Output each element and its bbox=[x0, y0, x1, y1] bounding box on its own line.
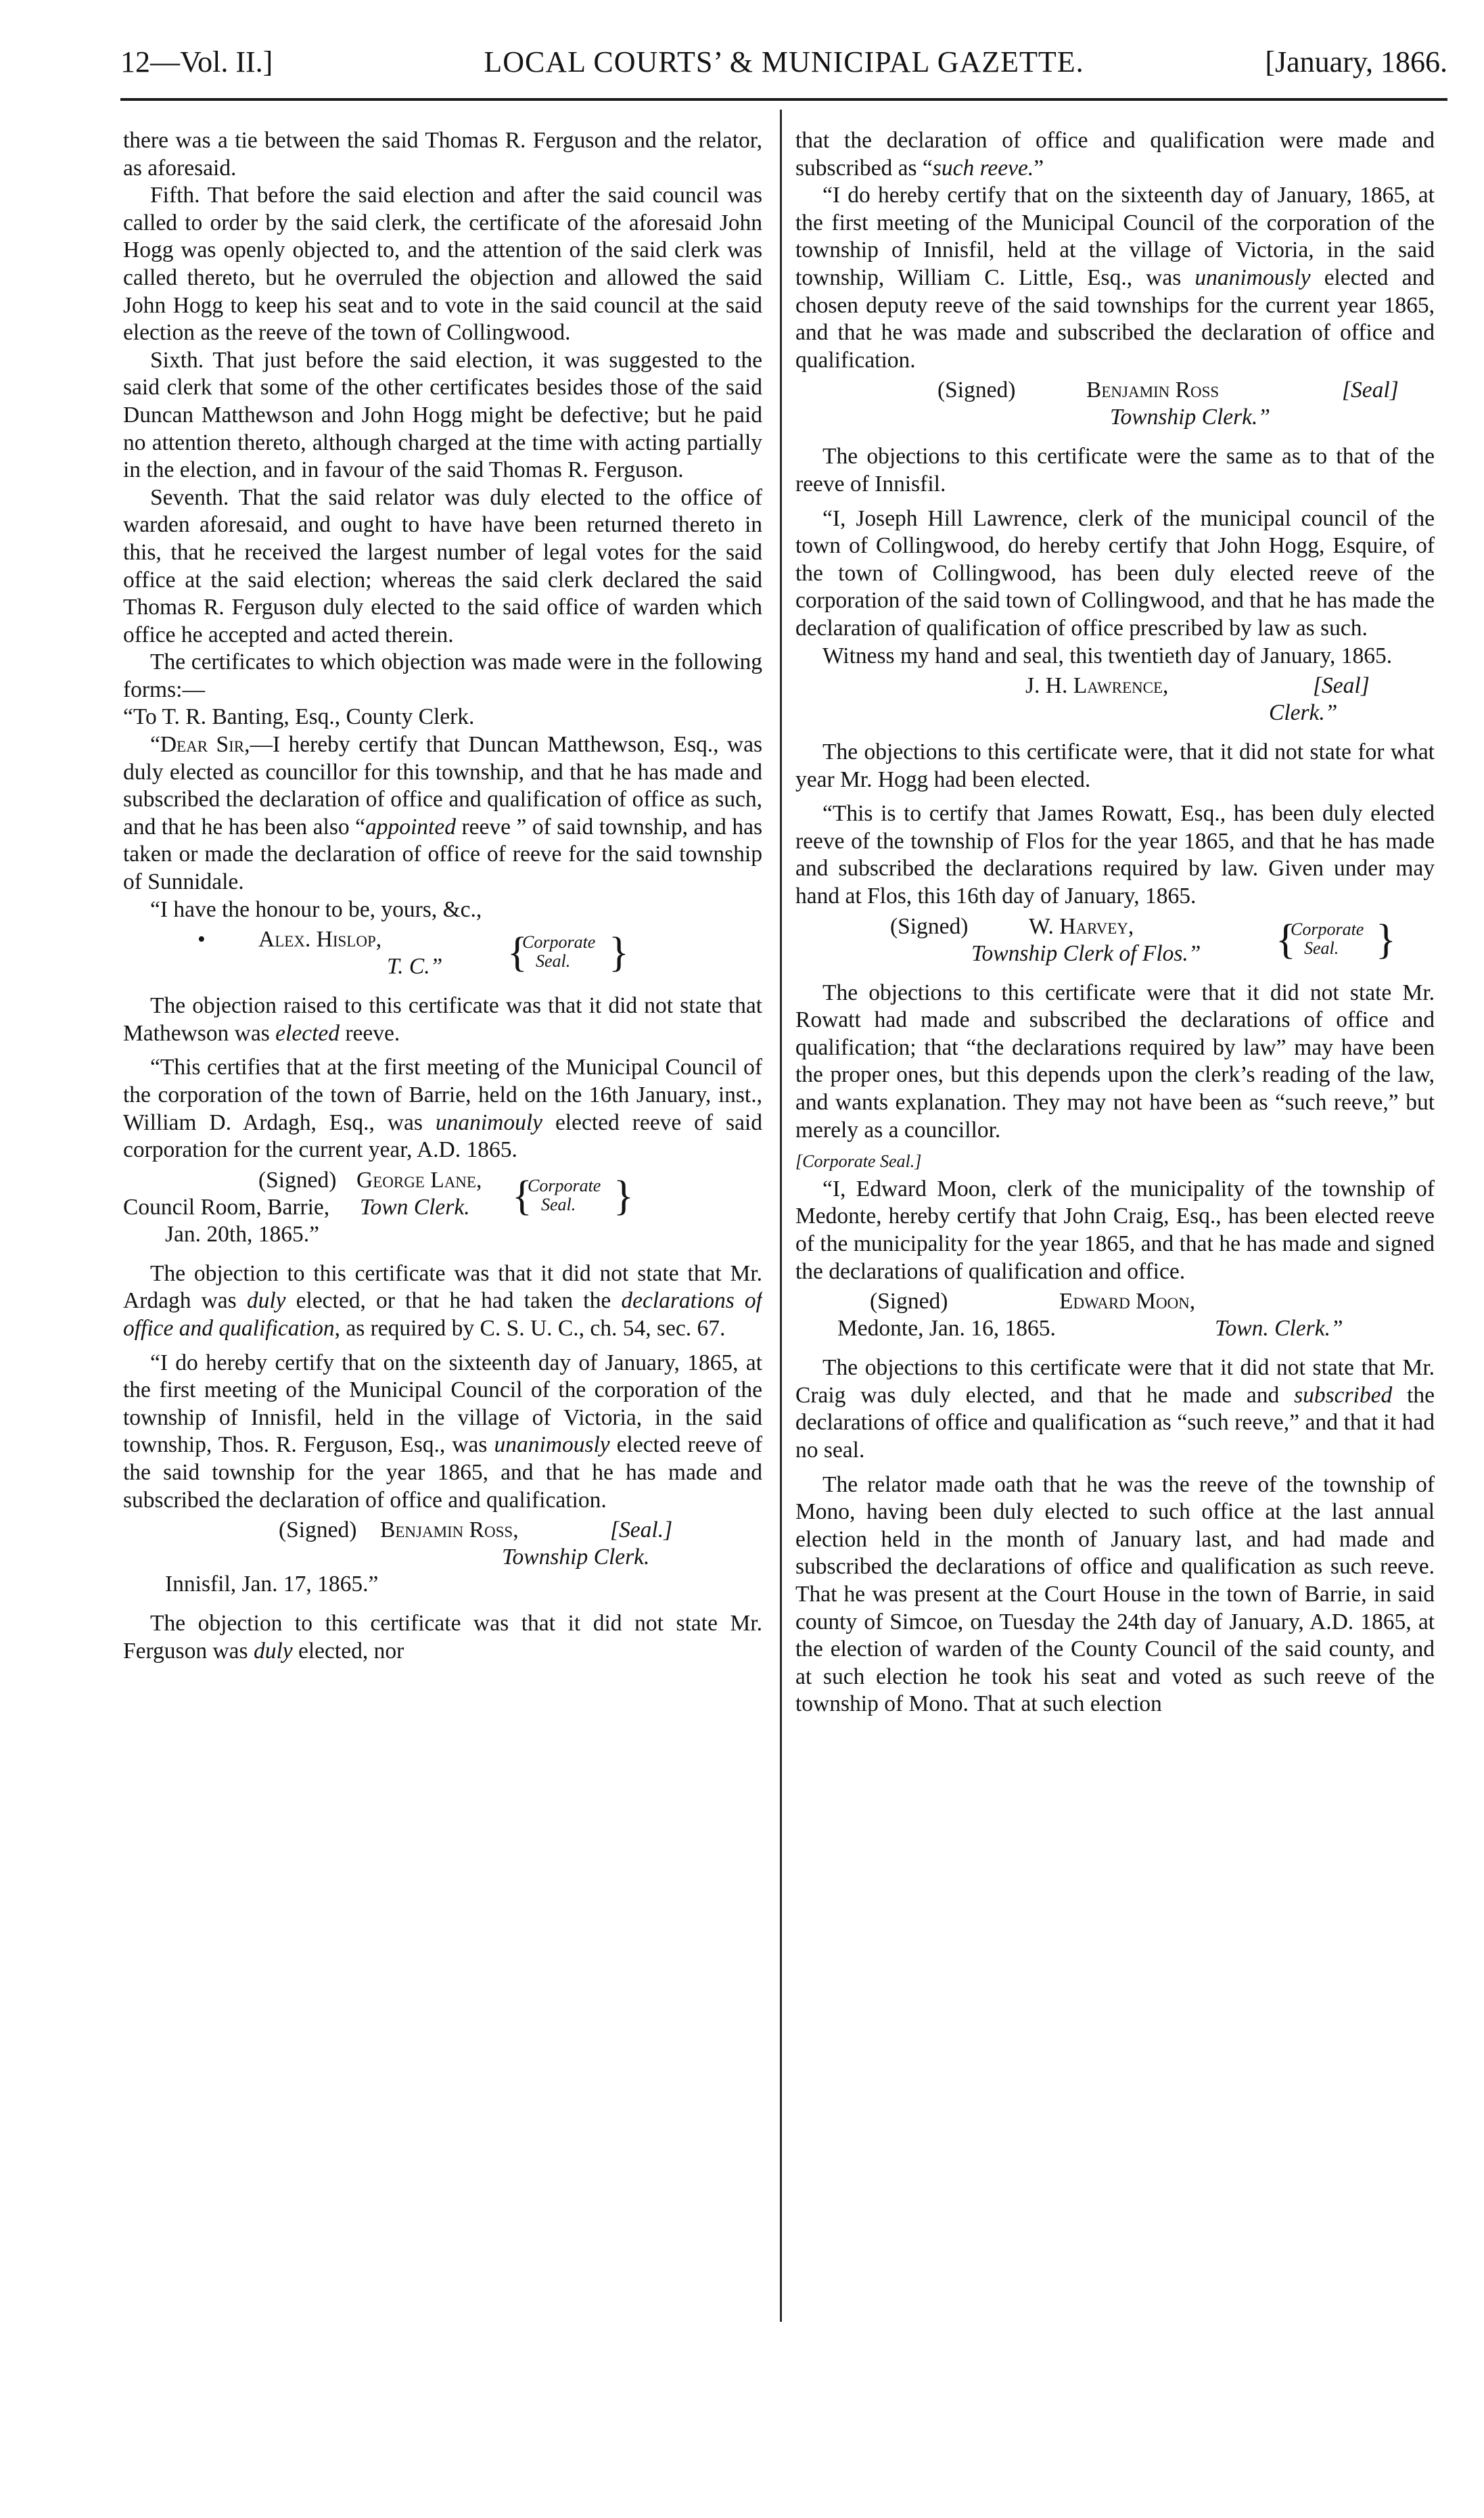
left-column bbox=[123, 127, 762, 2319]
seal-label: Corporate bbox=[1291, 919, 1364, 939]
paragraph bbox=[123, 1610, 762, 1665]
signatory-title: Town Clerk. bbox=[360, 1194, 470, 1220]
text-run: “I do hereby certify that on the sixteenth day of January, 1865, at the first meeting of the Municipal Council of the corporation of the township of Innisfil, held at the village of Victoria, in the said township, William C. Little, Esq., was bbox=[795, 183, 1435, 290]
seal-label: [Seal.] bbox=[610, 1517, 673, 1543]
text-run: , as required by C. S. U. C., ch. 54, sec. 67. bbox=[334, 1315, 726, 1341]
signatory-title: Township Clerk.” bbox=[1110, 405, 1271, 430]
italic-run: duly bbox=[246, 1288, 286, 1314]
text-run: the declarations of office and qualification as “such reeve,” and that it had no seal. bbox=[795, 1382, 1435, 1463]
signed-label: (Signed) bbox=[890, 913, 969, 939]
italic-run: unanimouly bbox=[435, 1109, 542, 1135]
text-run: reeve ” of said township, and has taken or made the declaration of office of reeve for the said township of Sunnidale. bbox=[123, 814, 762, 895]
text-run: elected, nor bbox=[292, 1638, 404, 1664]
signature-place: Medonte, Jan. 16, 1865. bbox=[837, 1316, 1056, 1342]
signatory-name: Benjamin Ross bbox=[1086, 377, 1220, 403]
header-volume: 12—Vol. II.] bbox=[120, 45, 273, 78]
text-run: The objections to this certificate were that it did not state that Mr. Craig was duly elected, and that he made and bbox=[795, 1355, 1435, 1408]
paragraph: “I have the honour to be, yours, &c., bbox=[150, 896, 482, 922]
signatory-title: Clerk.” bbox=[1269, 700, 1338, 726]
text-run: elected, or that he had taken the bbox=[285, 1288, 622, 1314]
paragraph bbox=[123, 1260, 762, 1343]
paragraph bbox=[795, 182, 1435, 374]
seal-label: Seal. bbox=[1304, 938, 1339, 958]
signatory-name: George Lane, bbox=[356, 1167, 482, 1193]
text-run: elected and chosen deputy reeve of the said townships for the current year 1865, and that he was made and subscribed the declaration of office and qualification. bbox=[795, 265, 1435, 373]
page-header bbox=[120, 42, 1447, 83]
italic-run: declarations of office and qualification bbox=[123, 1288, 762, 1341]
signature-block bbox=[123, 1517, 762, 1601]
text-run: —I hereby certify that Duncan Matthewson, Esq., was duly elected as councillor for this township, and that he has made and subscribed the declaration of office and qualification of office as such, and that he has been also “ bbox=[123, 732, 762, 840]
text-run: that the declaration of office and qualification were made and subscribed as “ bbox=[795, 128, 1435, 181]
paragraph: there was a tie between the said Thomas R. Ferguson and the relator, as aforesaid. bbox=[123, 128, 762, 181]
header-rule bbox=[120, 98, 1447, 101]
text-run: The objection raised to this certificate was that it did not state that Mathewson was bbox=[123, 993, 762, 1046]
signature-block: • Alex. Hislop, T. C.” { Corporate Seal. } bbox=[123, 926, 762, 983]
signatory-title: Township Clerk of Flos.” bbox=[971, 940, 1201, 966]
text-run: “This certifies that at the first meeting of the Municipal Council of the corporation of the town of Barrie, held on the 16th January, inst., William D. Ardagh, Esq., was bbox=[123, 1055, 762, 1135]
seal-label: Seal. bbox=[536, 951, 571, 971]
signature-place: Innisfil, Jan. 17, 1865.” bbox=[165, 1572, 379, 1597]
paragraph: “This is to certify that James Rowatt, Esq., has been duly elected reeve of the township of Flos for the year 1865, and that he has made and subscribed the declarations required by law. Given under may hand at Flos, this 16th day of January, 1865. bbox=[795, 801, 1435, 909]
italic-run: appointed bbox=[365, 814, 456, 840]
paragraph: “To T. R. Banting, Esq., County Clerk. bbox=[123, 704, 475, 730]
italic-run: duly bbox=[253, 1638, 293, 1664]
paragraph: Sixth. That just before the said election, it was suggested to the said clerk that some of the other certificates besides those of the said Duncan Matthewson and John Hogg might be defective; but he paid no attention thereto, although charged at the time with acting partially in the election, and in favour of the said Thomas R. Ferguson. bbox=[123, 347, 762, 483]
paragraph: Fifth. That before the said election and after the said council was called to order by the said clerk, the certificate of the aforesaid John Hogg was openly objected to, and the attention of the said clerk was called thereto, but he overruled the objection and allowed the said John Hogg to keep his seat and to vote in the said council at the said election as the reeve of the town of Collingwood. bbox=[123, 183, 762, 346]
text-run: The objection to this certificate was that it did not state that Mr. Ardagh was bbox=[123, 1260, 762, 1314]
signatory-name: Alex. Hislop, bbox=[258, 927, 382, 953]
paragraph: The objections to this certificate were, that it did not state for what year Mr. Hogg had been elected. bbox=[795, 739, 1435, 792]
signature-place: Council Room, Barrie, bbox=[123, 1194, 330, 1220]
seal-label: Seal. bbox=[541, 1194, 576, 1214]
signature-date: Jan. 20th, 1865.” bbox=[165, 1221, 319, 1247]
header-date: [January, 1866. bbox=[1265, 45, 1447, 78]
paragraph bbox=[795, 127, 1435, 182]
paragraph bbox=[123, 731, 762, 896]
signed-label: (Signed) bbox=[258, 1167, 337, 1193]
signatory-title: Town. Clerk.” bbox=[1215, 1316, 1343, 1342]
paragraph bbox=[123, 1350, 762, 1515]
signatory-name: Edward Moon, bbox=[1059, 1289, 1196, 1314]
signatory-name: J. H. Lawrence, bbox=[1025, 673, 1169, 699]
text-run: The objection to this certificate was that it did not state Mr. Ferguson was bbox=[123, 1611, 762, 1664]
text-run: ” bbox=[1034, 155, 1044, 181]
seal-label: Corporate bbox=[522, 932, 596, 953]
italic-run: unanimously bbox=[1195, 265, 1311, 290]
signatory-title: Township Clerk. bbox=[502, 1544, 650, 1570]
paragraph: The objections to this certificate were that it did not state Mr. Rowatt had made and subscribed the declarations of office and qualification; that “the declarations required by law” may have been the proper ones, but this depends upon the clerk’s reading of the law, and wants explanation. They may not have been as “such reeve,” but merely as a councillor. bbox=[795, 980, 1435, 1143]
seal-label: [Seal] bbox=[1313, 673, 1370, 699]
signatory-title: T. C.” bbox=[387, 954, 443, 980]
signature-block bbox=[795, 377, 1435, 434]
right-column bbox=[795, 127, 1435, 2319]
paragraph: The certificates to which objection was made were in the following forms:— bbox=[123, 649, 762, 702]
seal-label: Corporate bbox=[528, 1175, 601, 1195]
seal-label: [Seal] bbox=[1342, 377, 1399, 403]
paragraph: The objections to this certificate were the same as to that of the reeve of Innisfil. bbox=[795, 444, 1435, 497]
text-run: elected reeve of the said township for the year 1865, and that he has made and subscribed the declaration of office and qualification. bbox=[123, 1432, 762, 1513]
signature-block: (Signed) W. Harvey, Township Clerk of Flos.” { Corporate Seal. } bbox=[795, 913, 1435, 970]
column-divider bbox=[780, 110, 782, 2322]
italic-run: unanimously bbox=[494, 1432, 610, 1458]
paragraph bbox=[123, 1054, 762, 1164]
salutation: “Dear Sir, bbox=[150, 732, 250, 758]
paragraph: Witness my hand and seal, this twentieth day of January, 1865. bbox=[822, 643, 1393, 668]
italic-run: subscribed bbox=[1294, 1382, 1393, 1408]
signed-label: (Signed) bbox=[870, 1289, 948, 1314]
header-title: LOCAL COURTS’ & MUNICIPAL GAZETTE. bbox=[484, 45, 1084, 78]
seal-note: [Corporate Seal.] bbox=[795, 1151, 922, 1172]
signatory-name: W. Harvey, bbox=[1029, 913, 1134, 939]
signed-label: (Signed) bbox=[279, 1517, 357, 1543]
text-run: reeve. bbox=[340, 1020, 400, 1046]
signature-block: (Signed) George Lane, Council Room, Barrie, Town Clerk. Jan. 20th, 1865.” { Corporate Seal. } bbox=[123, 1167, 762, 1251]
text-run: elected reeve of said corporation for the current year, A.D. 1865. bbox=[123, 1109, 762, 1163]
signature-block bbox=[795, 1288, 1435, 1345]
signatory-name: Benjamin Ross, bbox=[380, 1517, 519, 1543]
paragraph: The relator made oath that he was the reeve of the township of Mono, having been duly elected to such office at the last annual election held in the month of January last, and had made and subscribed the declarations of office and qualification as such reeve. That he was present at the Court House in the town of Barrie, in said county of Simcoe, on Tuesday the 24th day of January, A.D. 1865, at the election of warden of the County Council of the said county, and at such election he took his seat and voted as such reeve of the township of Mono. That at such election bbox=[795, 1471, 1435, 1717]
paragraph: “I, Edward Moon, clerk of the municipality of the township of Medonte, hereby certify that John Craig, Esq., has been elected reeve of the municipality for the year 1865, and that he has made and signed the declarations of qualification and office. bbox=[795, 1176, 1435, 1284]
text-run: “I do hereby certify that on the sixteenth day of January, 1865, at the first meeting of the Municipal Council of the corporation of the township of Innisfil, held in the village of Victoria, in the said township, Thos. R. Ferguson, Esq., was bbox=[123, 1350, 762, 1458]
paragraph: Seventh. That the said relator was duly elected to the office of warden aforesaid, and ought to have have been returned thereto in this, that he received the largest number of legal votes for the said office at the said election; whereas the said clerk declared the said Thomas R. Ferguson duly elected to the said office of warden which office he accepted and acted therein. bbox=[123, 484, 762, 647]
italic-run: such reeve. bbox=[932, 155, 1034, 181]
paragraph bbox=[795, 1354, 1435, 1464]
signature-block bbox=[795, 672, 1435, 729]
signed-label: (Signed) bbox=[937, 377, 1016, 403]
paragraph: “I, Joseph Hill Lawrence, clerk of the municipal council of the town of Collingwood, do hereby certify that John Hogg, Esquire, of the town of Collingwood, has been duly elected reeve of the corporation of the said town of Collingwood, and that he has made the declaration of qualification of office prescribed by law as such. bbox=[795, 505, 1435, 641]
italic-run: elected bbox=[275, 1020, 340, 1046]
paragraph bbox=[123, 992, 762, 1047]
